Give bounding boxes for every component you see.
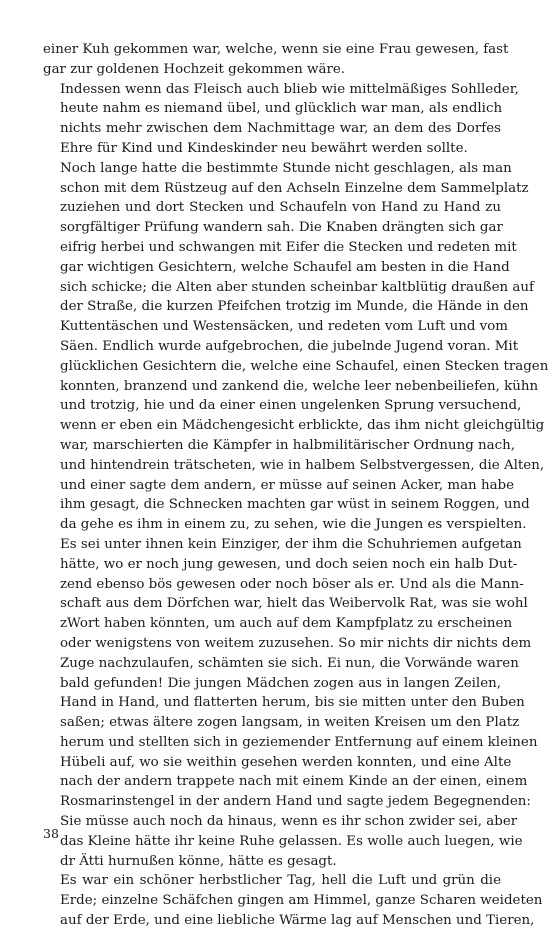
text-line: eifrig herbei und schwangen mit Eifer die Stecken und redeten mit: [60, 239, 517, 255]
text-line: glücklichen Gesichtern die, welche eine Schaufel, einen Stecken tragen: [60, 358, 549, 374]
text-line: bald gefunden! Die jungen Mädchen zogen aus in langen Zeilen,: [60, 675, 501, 691]
text-line: herum und stellten sich in geziemender Entfernung auf einem kleinen: [60, 734, 538, 750]
text-line: Hand in Hand, und flatterten herum, bis sie mitten unter den Buben: [60, 695, 525, 711]
text-line: Es sei unter ihnen kein Einziger, der ihm die Schuhriemen aufgetan: [60, 536, 522, 552]
text-line: saßen; etwas ältere zogen langsam, in weiten Kreisen um den Platz: [60, 715, 520, 731]
text-line: Noch lange hatte die bestimmte Stunde nicht geschlagen, als man: [60, 160, 512, 176]
text-line: einer Kuh gekommen war, welche, wenn sie eine Frau gewesen, fast: [43, 42, 509, 57]
text-line: nichts mehr zwischen dem Nachmittage war, an dem des Dorfes: [60, 121, 501, 137]
text-line: Es war ein schöner herbstlicher Tag, hell die Luft und grün die: [60, 873, 501, 889]
text-line: auf der Erde, und eine liebliche Wärme lag auf Menschen und Tieren,: [60, 913, 535, 929]
text-line: Zuge nachzulaufen, schämten sie sich. Ei nun, die Vorwände waren: [60, 655, 519, 671]
text-line: Kuttentäschen und Westensäcken, und redeten vom Luft und vom: [60, 319, 508, 335]
text-line: hätte, wo er noch jung gewesen, und doch seien noch ein halb Dut-: [60, 556, 518, 572]
text-line: Hübeli auf, wo sie weithin gesehen werden konnten, und eine Alte: [60, 754, 512, 770]
text-line: Erde; einzelne Schäfchen gingen am Himmel, ganze Scharen weideten: [60, 893, 543, 909]
text-line: heute nahm es niemand übel, und glücklich war man, als endlich: [60, 101, 503, 117]
paragraph: [43, 40, 509, 80]
text-line: sich schicke; die Alten aber stunden scheinbar kaltblütig draußen auf: [60, 279, 534, 295]
text-line: zWort haben könnten, um auch auf dem Kampfplatz zu erscheinen: [60, 616, 513, 632]
text-line: und trotzig, hie und da einer einen ungelenken Sprung versuchend,: [60, 398, 522, 414]
text-line: gar zur goldenen Hochzeit gekommen wäre.: [43, 61, 346, 77]
text-line: schaft aus dem Dörfchen war, hielt das Weibervolk Rat, was sie wohl: [60, 596, 528, 612]
text-line: Indessen wenn das Fleisch auch blieb wie mittelmäßiges Sohlleder,: [60, 81, 519, 97]
text-line: sorgfältiger Prüfung wandern sah. Die Knaben drängten sich gar: [60, 220, 503, 236]
text-line: gar wichtigen Gesichtern, welche Schaufel am besten in die Hand: [60, 259, 510, 275]
text-line: ihm gesagt, die Schnecken machten gar wüst in seinem Roggen, und: [60, 497, 530, 513]
paragraph: [43, 159, 549, 872]
text-line: zuziehen und dort Stecken und Schaufeln von Hand zu Hand zu: [60, 200, 501, 216]
text-line: nach der andern trappete nach mit einem Kinde an der einen, einem: [60, 774, 528, 790]
text-line: konnten, branzend und zankend die, welche leer nebenbeiliefen, kühn: [60, 378, 539, 394]
page-number: 38: [43, 826, 59, 841]
text-line: dr Ätti hurnußen könne, hätte es gesagt.: [60, 853, 337, 869]
text-line: Sie müsse auch noch da hinaus, wenn es ihr schon zwider sei, aber: [60, 814, 518, 830]
text-line: Säen. Endlich wurde aufgebrochen, die jubelnde Jugend voran. Mit: [60, 338, 519, 354]
text-line: Ehre für Kind und Kindeskinder neu bewährt werden sollte.: [60, 140, 468, 156]
text-line: der Straße, die kurzen Pfeifchen trotzig im Munde, die Hände in den: [60, 299, 529, 315]
text-line: das Kleine hätte ihr keine Ruhe gelassen. Es wolle auch luegen, wie: [60, 833, 523, 849]
text-line: wenn er eben ein Mädchengesicht erblickte, das ihm nicht gleichgültig: [60, 418, 545, 434]
text-line: oder wenigstens von weitem zuzusehen. So mir nichts dir nichts dem: [60, 635, 532, 651]
text-line: war, marschierten die Kämpfer in halbmilitärischer Ordnung nach,: [60, 437, 516, 453]
text-line: und einer sagte dem andern, er müsse auf seinen Acker, man habe: [60, 477, 515, 493]
text-line: und hintendrein trätscheten, wie in halbem Selbstvergessen, die Alten,: [60, 457, 545, 473]
text-line: zend ebenso bös gewesen oder noch böser als er. Und als die Mann-: [60, 576, 524, 592]
text-line: Rosmarinstengel in der andern Hand und sagte jedem Begegnenden:: [60, 794, 531, 810]
paragraph: [43, 80, 519, 159]
paragraph: [43, 871, 543, 930]
text-line: schon mit dem Rüstzeug auf den Achseln Einzelne dem Sammelplatz: [60, 180, 529, 196]
page-text: [43, 40, 549, 931]
text-line: da gehe es ihm in einem zu, zu sehen, wie die Jungen es verspielten.: [60, 517, 527, 533]
